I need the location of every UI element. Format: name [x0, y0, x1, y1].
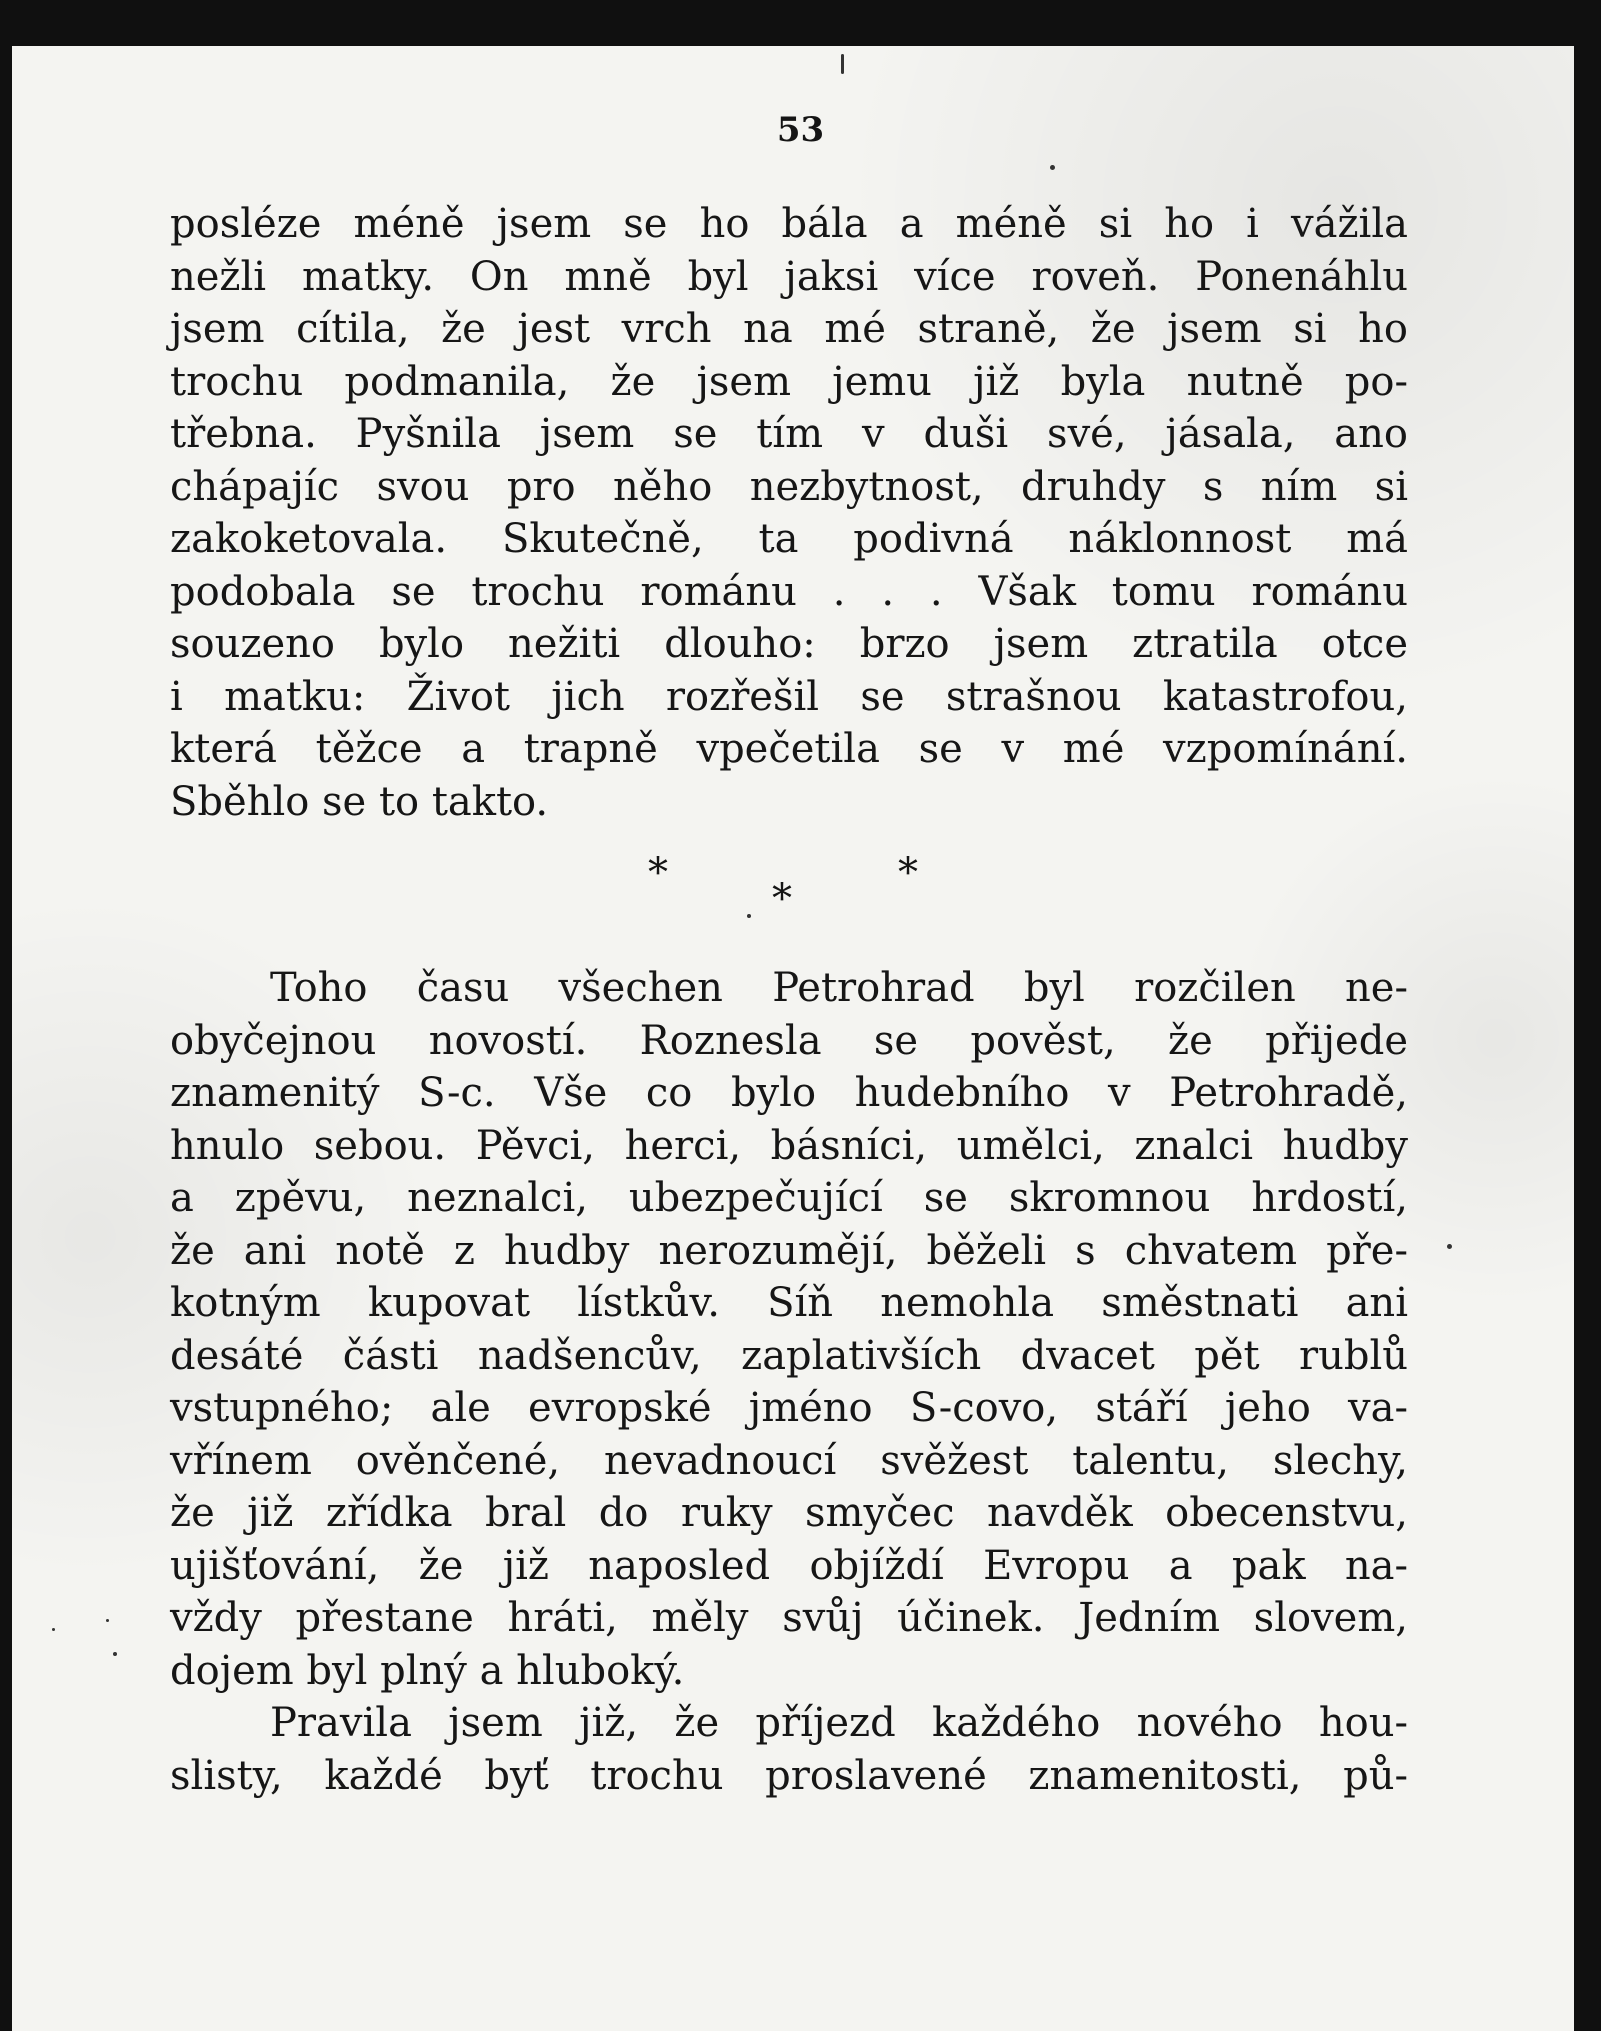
text-line: Sběhlo se to takto.	[170, 778, 549, 825]
text-line: která těžce a trapně vpečetila se v mé vzpomínání.	[170, 726, 1408, 772]
text-line: hnulo sebou. Pěvci, herci, básníci, umělci, znalci hudby	[170, 1122, 1408, 1169]
text-line: vřínem ověnčené, nevadnoucí svěžest talentu, slechy,	[170, 1437, 1408, 1484]
asterisk: *	[898, 850, 918, 896]
text-line: zakoketovala. Skutečně, ta podivná náklonnost má	[170, 516, 1408, 562]
text-line: souzeno bylo nežiti dlouho: brzo jsem ztratila otce	[170, 621, 1408, 667]
text-line: i matku: Život jich rozřešil se strašnou katastrofou,	[170, 673, 1408, 720]
text-line: že již zřídka bral do ruky smyčec navděk obecenstvu,	[170, 1490, 1408, 1536]
text-line: Toho času všechen Petrohrad byl rozčilen ne-	[270, 965, 1408, 1011]
paragraph-1	[170, 198, 1408, 828]
text-line: dojem byl plný a hluboký.	[170, 1647, 685, 1694]
text-line: chápajíc svou pro něho nezbytnost, druhdy s ním si	[170, 463, 1408, 510]
text-line: ujišťování, že již naposled objíždí Evropu a pak na-	[170, 1542, 1408, 1589]
page-number: 53	[776, 110, 825, 150]
asterisk: *	[648, 850, 668, 896]
text-line: slisty, každé byť trochu proslavené znamenitosti, pů-	[170, 1752, 1408, 1799]
text-line: kotným kupovat lístkův. Síň nemohla směstnati ani	[170, 1280, 1408, 1326]
text-line: znamenitý S-c. Vše co bylo hudebního v Petrohradě,	[170, 1070, 1408, 1116]
section-break-asterism	[0, 850, 1601, 930]
text-line: třebna. Pyšnila jsem se tím v duši své, jásala, ano	[170, 411, 1408, 457]
text-line: nežli matky. On mně byl jaksi více roveň. Ponenáhlu	[170, 253, 1408, 300]
text-line: a zpěvu, neznalci, ubezpečující se skromnou hrdostí,	[170, 1175, 1408, 1221]
text-line: vstupného; ale evropské jméno S-covo, stáří jeho va-	[170, 1385, 1408, 1431]
text-line: že ani notě z hudby nerozumějí, běželi s chvatem pře-	[170, 1227, 1408, 1274]
text-line: trochu podmanila, že jsem jemu již byla nutně po-	[170, 358, 1408, 405]
text-line: obyčejnou novostí. Roznesla se pověst, že přijede	[170, 1017, 1408, 1064]
paragraph-2	[170, 962, 1408, 1802]
text-line: Pravila jsem již, že příjezd každého nového hou-	[270, 1700, 1408, 1746]
text-line: jsem cítila, že jest vrch na mé straně, že jsem si ho	[170, 306, 1408, 352]
text-line: vždy přestane hráti, měly svůj účinek. Jedním slovem,	[170, 1595, 1408, 1641]
text-line: posléze méně jsem se ho bála a méně si ho i vážila	[170, 201, 1408, 247]
asterisk: *	[772, 876, 792, 922]
text-line: podobala se trochu románu . . . Však tomu románu	[170, 568, 1408, 615]
text-line: desáté části nadšencův, zaplativších dvacet pět rublů	[170, 1332, 1408, 1379]
